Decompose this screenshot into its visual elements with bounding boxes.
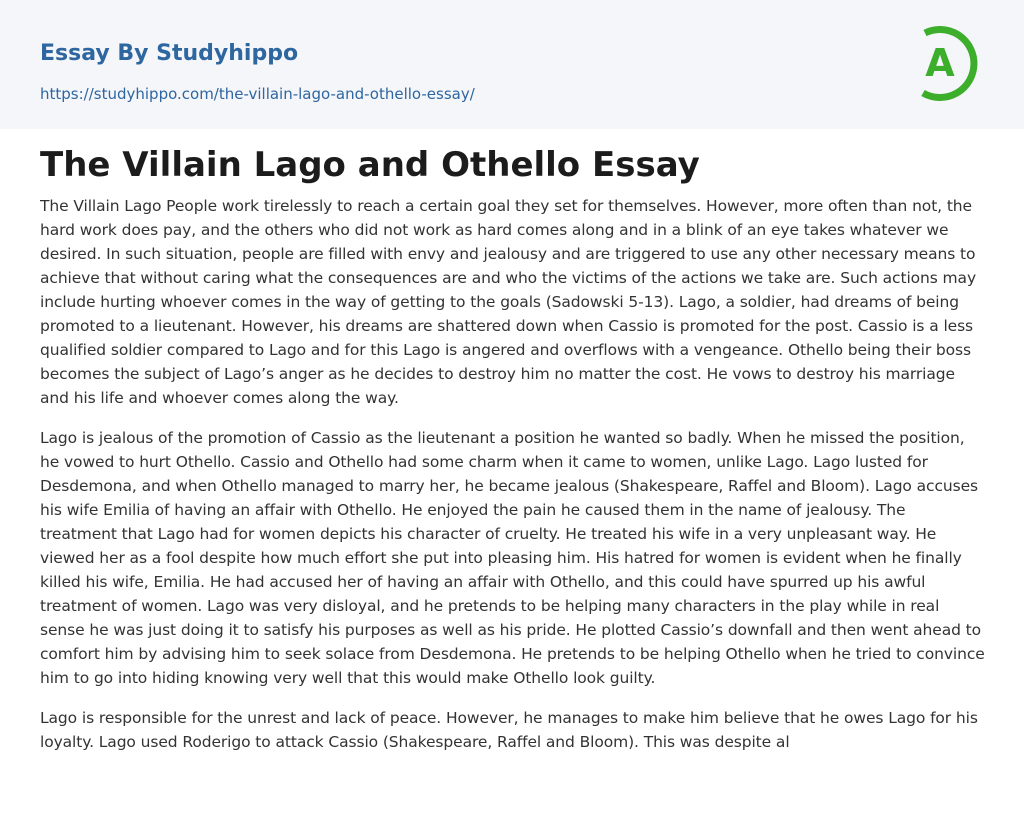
article-title: The Villain Lago and Othello Essay xyxy=(40,145,700,185)
article-body xyxy=(40,194,985,784)
site-brand[interactable]: Essay By Studyhippo xyxy=(40,41,299,66)
studyhippo-logo-icon[interactable] xyxy=(911,19,987,105)
logo-letter: A xyxy=(925,41,955,85)
article-paragraph-3: Lago is responsible for the unrest and lack of peace. However, he manages to make him believe that he owes Lago for his loyalty. Lago used Roderigo to attack Cassio (Shakespeare, Raffel and Bloom). This was despite al xyxy=(40,709,978,751)
site-header xyxy=(0,0,1024,129)
essay-url-link[interactable]: https://studyhippo.com/the-villain-lago-and-othello-essay/ xyxy=(40,85,475,103)
article-paragraph-1: The Villain Lago People work tirelessly to reach a certain goal they set for themselves. However, more often than not, the hard work does pay, and the others who did not work as hard comes along and in a blink of an eye takes whatever we desired. In such situation, people are filled with envy and jealousy and are triggered to use any other necessary means to achieve that without caring what the consequences are and who the victims of the actions we take are. Such actions may include hurting whoever comes in the way of getting to the goals (Sadowski 5-13). Lago, a soldier, had dreams of being promoted to a lieutenant. However, his dreams are shattered down when Cassio is promoted for the post. Cassio is a less qualified soldier compared to Lago and for this Lago is angered and overflows with a vengeance. Othello being their boss becomes the subject of Lago’s anger as he decides to destroy him no matter the cost. He vows to destroy his marriage and his life and whoever comes along the way. xyxy=(40,197,977,407)
article-paragraph-2: Lago is jealous of the promotion of Cassio as the lieutenant a position he wanted so badly. When he missed the position, he vowed to hurt Othello. Cassio and Othello had some charm when it came to women, unlike Lago. Lago lusted for Desdemona, and when Othello managed to marry her, he became jealous (Shakespeare, Raffel and Bloom). Lago accuses his wife Emilia of having an affair with Othello. He enjoyed the pain he caused them in the name of jealousy. The treatment that Lago had for women depicts his character of cruelty. He treated his wife in a very unpleasant way. He viewed her as a fool despite how much effort she put into pleasing him. His hatred for women is evident when he finally killed his wife, Emilia. He had accused her of having an affair with Othello, and this could have spurred up his awful treatment of women. Lago was very disloyal, and he pretends to be helping many characters in the play while in real sense he was just doing it to satisfy his purposes as well as his pride. He plotted Cassio’s downfall and then went ahead to comfort him by advising him to seek solace from Desdemona. He pretends to be helping Othello when he tried to convince him to go into hiding knowing very well that this would make Othello look guilty. xyxy=(40,429,985,687)
